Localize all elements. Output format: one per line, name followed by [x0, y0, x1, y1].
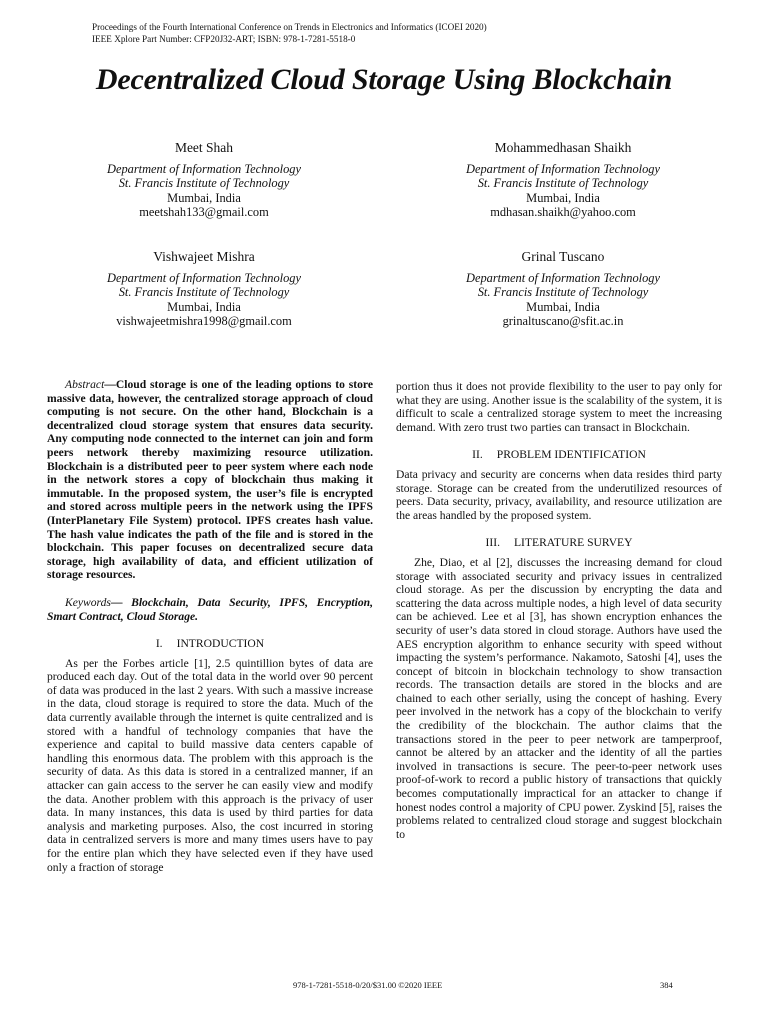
keywords-text: — Blockchain, Data Security, IPFS, Encryption, Smart Contract, Cloud Storage.	[47, 595, 373, 623]
author-department: Department of Information Technology	[107, 270, 301, 285]
author-block	[54, 250, 354, 329]
author-city: Mumbai, India	[167, 190, 241, 205]
section-heading-introduction	[47, 637, 373, 651]
literature-paragraph: Zhe, Diao, et al [2], discusses the increasing demand for cloud storage with associated security and privacy issues in centralized cloud storage. As per the discussion by encrypting the data and scattering the data across multiple nodes, a high level of data security can be achieved. Lee et al [3], has shown encryption enhances the security of user’s data stored in cloud storage. Authors have used the AES encryption algorithm to enhance security with speed without impacting the system’s performance. Nakamoto, Satoshi [4], uses the concept of bitcoin in blockchain technology to show transaction records. The transaction details are stored in the blocks and are chained to each other serially, using the concept of hashing. Every peer involved in the network has a copy of the blockchain to verify the credibility of the blockchain. The author claims that the transactions stored in the peer to peer network are tamperproof, cannot be altered by an attacker and the identity of all the parties involved in transactions is secure. The peer-to-peer network uses proof-of-work to record a public history of transactions that quickly becomes computationally impractical for an attacker to change if honest nodes control a majority of CPU power. Zyskind [5], raises the problems related to centralized cloud storage and suggest blockchain to	[396, 555, 722, 841]
section-title: INTRODUCTION	[176, 637, 265, 651]
problem-paragraph: Data privacy and security are concerns when data resides third party storage. Storage can be created from the underutilized resources of peers. Data security, privacy, availability, and resource utilization are the areas handled by the proposed system.	[396, 467, 722, 522]
author-name: Meet Shah	[174, 140, 234, 155]
keywords-label: Keywords	[65, 595, 111, 609]
keywords	[47, 596, 373, 623]
author-institute: St. Francis Institute of Technology	[477, 176, 649, 191]
author-name: Vishwajeet Mishra	[153, 249, 255, 264]
author-city: Mumbai, India	[526, 299, 600, 314]
page-number: 384	[660, 980, 673, 990]
author-institute: St. Francis Institute of Technology	[118, 176, 290, 191]
author-block	[413, 141, 713, 220]
author-block	[413, 250, 713, 329]
author-city: Mumbai, India	[167, 299, 241, 314]
author-department: Department of Information Technology	[466, 161, 660, 176]
section-title: PROBLEM IDENTIFICATION	[496, 448, 646, 462]
author-email: meetshah133@gmail.com	[139, 205, 269, 220]
author-department: Department of Information Technology	[466, 270, 660, 285]
conference-header	[92, 22, 487, 45]
section-heading-problem-identification	[396, 448, 722, 462]
author-institute: St. Francis Institute of Technology	[477, 285, 649, 300]
author-email: mdhasan.shaikh@yahoo.com	[490, 205, 636, 220]
abstract-label: Abstract	[65, 378, 105, 391]
section-number: II.	[472, 448, 483, 462]
copyright-notice: 978-1-7281-5518-0/20/$31.00 ©2020 IEEE	[293, 980, 443, 990]
author-department: Department of Information Technology	[107, 161, 301, 176]
header-line-1: Proceedings of the Fourth International Conference on Trends in Electronics and Informatics (ICOEI 2020)	[92, 22, 487, 32]
right-column	[396, 380, 722, 841]
section-number: III.	[485, 536, 500, 550]
author-name: Mohammedhasan Shaikh	[494, 140, 632, 155]
author-block	[54, 141, 354, 220]
author-name: Grinal Tuscano	[521, 249, 605, 264]
left-column	[47, 378, 373, 874]
section-number: I.	[155, 637, 163, 651]
author-city: Mumbai, India	[526, 190, 600, 205]
author-email: grinaltuscano@sfit.ac.in	[502, 314, 624, 329]
section-heading-literature-survey	[396, 536, 722, 550]
introduction-paragraph: As per the Forbes article [1], 2.5 quintillion bytes of data are produced each day. Out of the total data in the world over 90 percent of data was produced in the last 2 years. With such a massive increase in the data, cloud storage is required to store the data. Much of the data currently available through the internet is quite centralized and is stored with a handful of technology companies that have the experience and capital to build massive data centers capable of handling this enormous data. The problem with this approach is the security of data. As this data is stored in a centralized manner, if an attacker can gain access to the server he can easily view and modify the data. Another problem with this approach is the privacy of user data. In many instances, this data is used by third parties for data analysis and marketing purposes. Also, the cost incurred in storing data in centralized servers is more and many times users have to pay for the entire plan which they have selected even if they have used only a fraction of storage	[47, 656, 373, 874]
abstract	[47, 378, 373, 582]
abstract-text: —Cloud storage is one of the leading options to store massive data, however, the centralized storage approach of cloud computing is not secure. On the other hand, Blockchain is a decentralized cloud storage system that ensures data security. Any computing node connected to the internet can join and form peers network thereby maximizing resource utilization. Blockchain is a distributed peer to peer system where each node in the network stores a copy of blockchain thus making it immutable. In the proposed system, the user’s file is encrypted and stored across multiple peers in the network using the IPFS (InterPlanetary File System) protocol. IPFS creates hash value. The hash value indicates the path of the file and is stored in the blockchain. This paper focuses on decentralized secure data storage, high availability of data, and efficient utilization of storage resources.	[47, 378, 373, 582]
introduction-continued-paragraph: portion thus it does not provide flexibility to the user to pay only for what they are using. Another issue is the scalability of the system, it is difficult to scale a centralized storage system to meet the increasing demand. With zero trust two parties can transact in Blockchain.	[396, 380, 722, 434]
header-line-2: IEEE Xplore Part Number: CFP20J32-ART; ISBN: 978-1-7281-5518-0	[92, 33, 356, 44]
author-institute: St. Francis Institute of Technology	[118, 285, 290, 300]
paper-title: Decentralized Cloud Storage Using Blockchain	[95, 63, 673, 96]
author-email: vishwajeetmishra1998@gmail.com	[116, 314, 292, 329]
section-title: LITERATURE SURVEY	[513, 536, 633, 550]
